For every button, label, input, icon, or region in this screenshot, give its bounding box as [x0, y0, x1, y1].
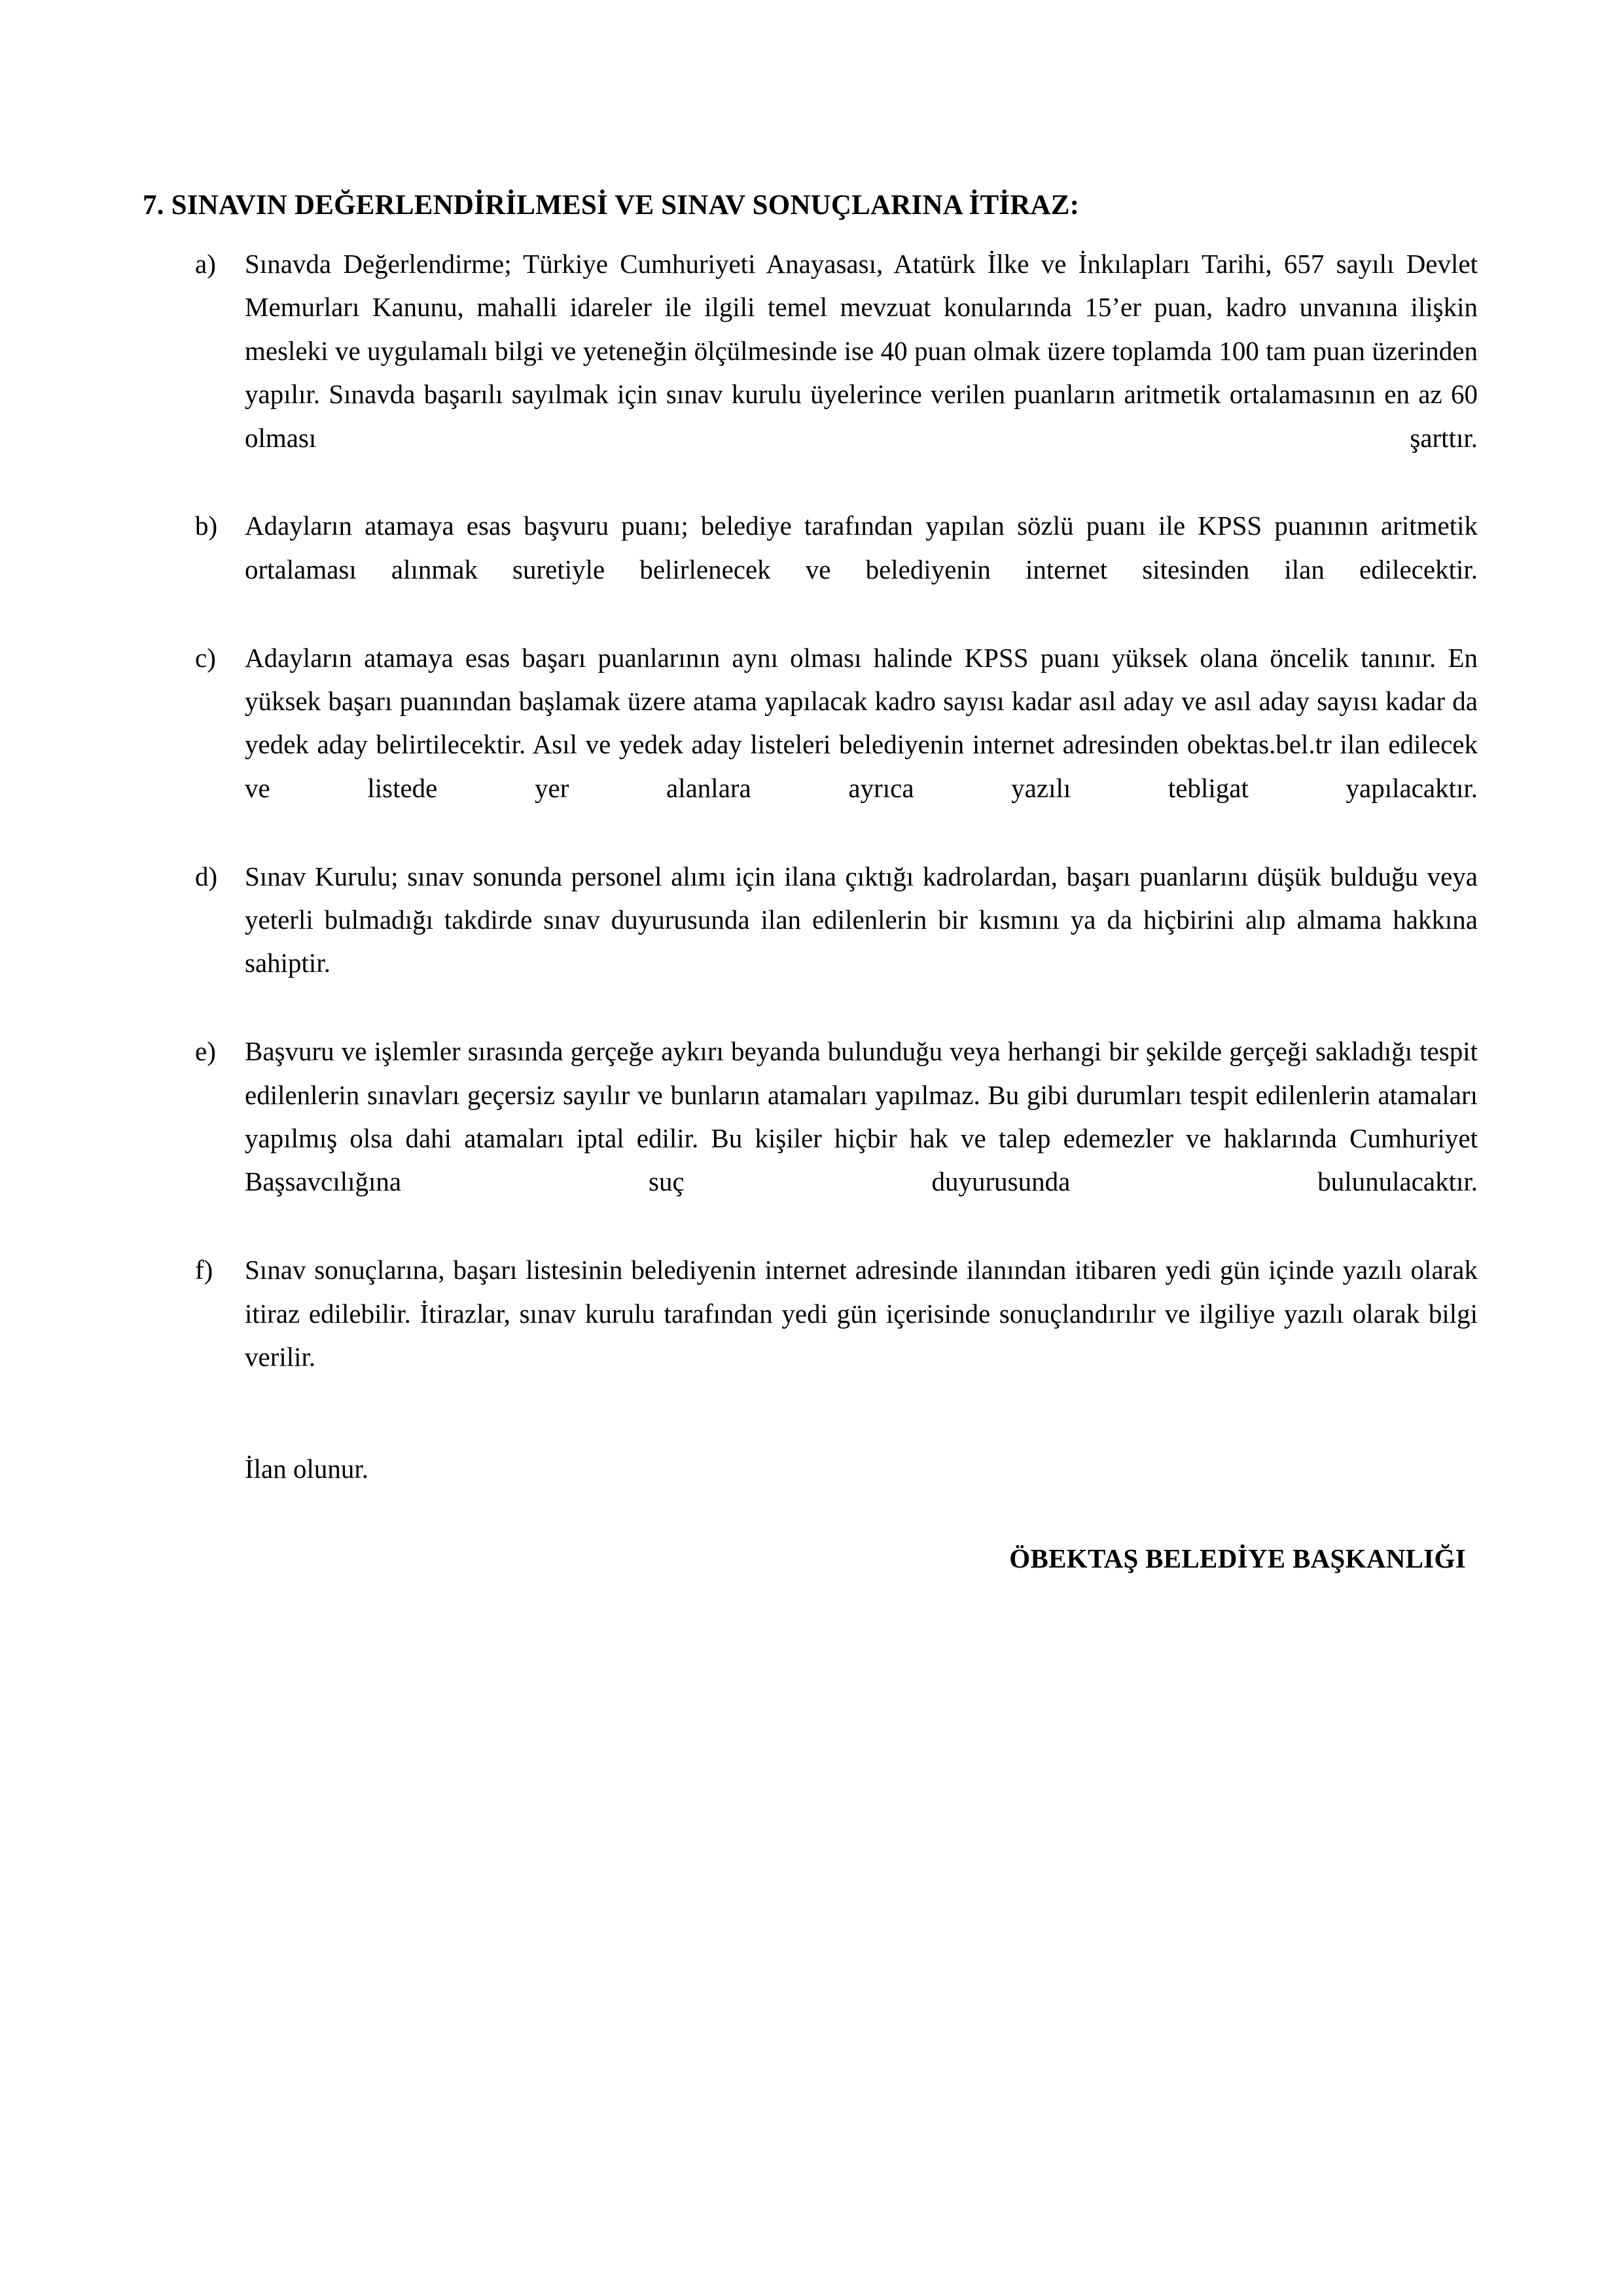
page-title: 7. SINAVIN DEĞERLENDİRİLMESİ VE SINAV SONUÇLARINA İTİRAZ: [143, 190, 1080, 221]
list-item-marker: e) [195, 1036, 216, 1067]
list-item-marker: c) [195, 642, 216, 673]
list-item-text: Sınav sonuçlarına, başarı listesinin belediyenin internet adresinde ilanından itibaren yedi gün içinde yazılı olarak itiraz edilebilir. İtirazlar, sınav kurulu tarafından yedi gün içerisinde sonuçlandırılır ve ilgiliye yazılı olarak bilgi verilir. [245, 1255, 1478, 1372]
closing-statement: İlan olunur. [245, 1453, 369, 1484]
list-item-text: Adayların atamaya esas başvuru puanı; belediye tarafından yapılan sözlü puanı ile KPSS puanının aritmetik ortalaması alınmak suretiyle belirlenecek ve belediyenin internet sitesinden ilan edilecektir. [245, 511, 1478, 584]
list-item-text: Sınav Kurulu; sınav sonunda personel alımı için ilana çıktığı kadrolardan, başarı puanlarını düşük bulduğu veya yeterli bulmadığı takdirde sınav duyurusunda ilan edilenlerin bir kısmını ya da hiçbirini alıp almama hakkına sahiptir. [245, 861, 1478, 978]
list-item-marker: d) [195, 861, 218, 891]
list-item [143, 1030, 1478, 1247]
list-item [143, 636, 1478, 853]
list-item-marker: f) [195, 1255, 213, 1285]
list-item-marker: a) [195, 248, 216, 279]
list-item [143, 1248, 1478, 1422]
list-item [143, 504, 1478, 634]
list-item-text: Adayların atamaya esas başarı puanlarının aynı olması halinde KPSS puanı yüksek olana öncelik tanınır. En yüksek başarı puanından başlamak üzere atama yapılacak kadro sayısı kadar asıl aday ve asıl aday sayısı kadar da yedek aday belirtilecektir. Asıl ve yedek aday listeleri belediyenin internet adresinden obektas.bel.tr ilan edilecek ve listede yer alanlara ayrıca yazılı tebligat yapılacaktır. [245, 642, 1478, 803]
list-item-text: Başvuru ve işlemler sırasında gerçeğe aykırı beyanda bulunduğu veya herhangi bir şekilde gerçeği sakladığı tespit edilenlerin sınavları geçersiz sayılır ve bunların atamaları yapılmaz. Bu gibi durumları tespit edilenlerin atamaları yapılmış olsa dahi atamaları iptal edilir. Bu kişiler hiçbir hak ve talep edemezler ve haklarında Cumhuriyet Başsavcılığına suç duyurusunda bulunulacaktır. [245, 1036, 1478, 1197]
list-item [143, 242, 1478, 503]
list-item [143, 855, 1478, 1029]
list-item-marker: b) [195, 511, 218, 541]
list-item-text: Sınavda Değerlendirme; Türkiye Cumhuriyeti Anayasası, Atatürk İlke ve İnkılapları Tarihi, 657 sayılı Devlet Memurları Kanunu, mahalli idareler ile ilgili temel mevzuat konularında 15’er puan, kadro unvanına ilişkin mesleki ve uygulamalı bilgi ve yeteneğin ölçülmesinde ise 40 puan olmak üzere toplamda 100 tam puan üzerinden yapılır. Sınavda başarılı sayılmak için sınav kurulu üyelerince verilen puanların aritmetik ortalamasının en az 60 olması şarttır. [245, 248, 1478, 453]
signature-block: ÖBEKTAŞ BELEDİYE BAŞKANLIĞI [1009, 1543, 1466, 1574]
document-content [143, 187, 1478, 1578]
clause-list [143, 242, 1478, 1422]
